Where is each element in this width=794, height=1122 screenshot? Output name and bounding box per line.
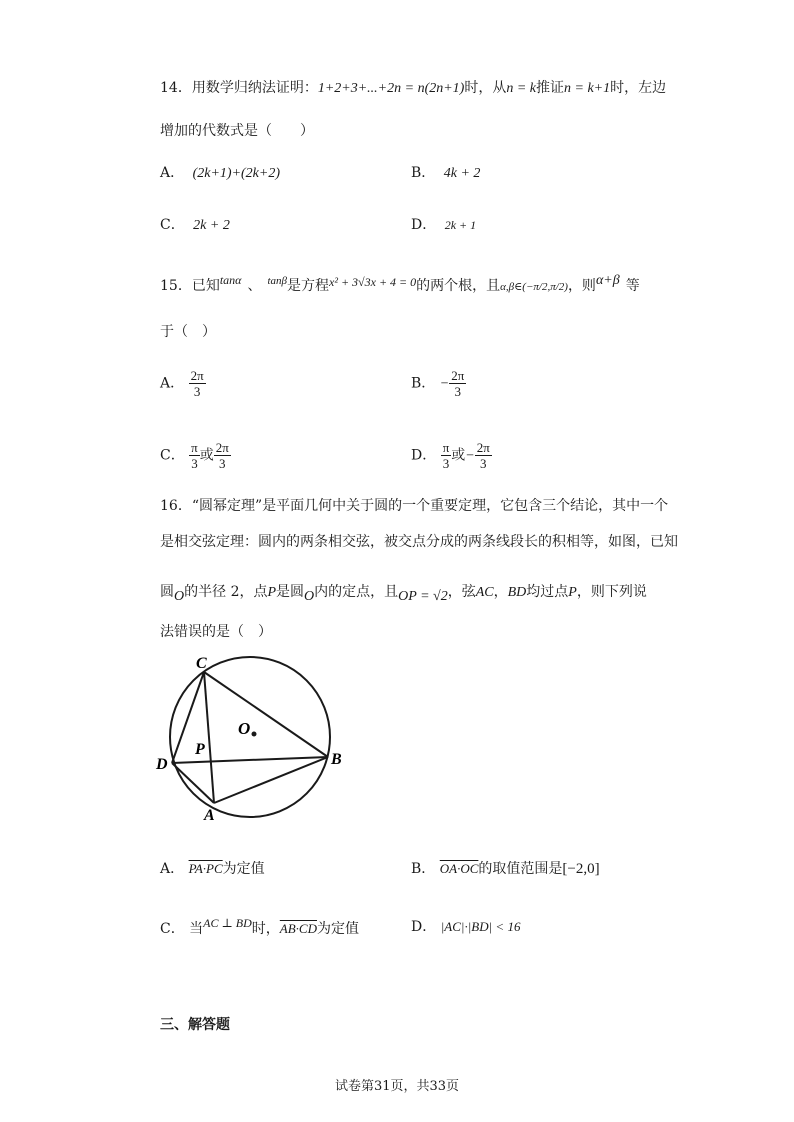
or-text: 或 xyxy=(451,447,466,464)
q15-option-a[interactable] xyxy=(160,368,206,399)
option-text: 为定值 xyxy=(317,921,359,937)
center-dot xyxy=(252,732,257,737)
q16-line2: 是相交弦定理：圆内的两条相交弦，被交点分成的两条线段长的积相等，如图，已知 xyxy=(160,534,678,550)
page-footer: 试卷第31页，共33页 xyxy=(334,1079,460,1094)
q15-equation: x² + 3√3x + 4 = 0 xyxy=(329,275,417,289)
option-label: C． xyxy=(160,447,185,464)
option-expr: |AC|·|BD| < 16 xyxy=(440,919,521,934)
q14-line1 xyxy=(160,78,666,99)
q14-mid2: 推证 xyxy=(536,80,565,96)
q15-line2: 于（ ） xyxy=(160,324,216,340)
option-text: 的取值范围是 xyxy=(478,861,563,877)
q16-line1: 16．“圆幂定理”是平面几何中关于圆的一个重要定理，它包含三个结论，其中一个 xyxy=(160,498,669,514)
fraction: $\frac{2\pi}{3}$ xyxy=(451,368,465,399)
option-expr: AB·CD xyxy=(279,921,317,936)
option-label: B． xyxy=(411,375,436,392)
fraction: $\frac{2\pi}{3}$ xyxy=(476,440,490,471)
q15-tan-alpha: tanα xyxy=(219,273,242,287)
option-label: D． xyxy=(411,919,437,935)
option-value: 4k + 2 xyxy=(443,166,481,181)
chord-ac xyxy=(204,672,214,803)
q14-option-d[interactable] xyxy=(411,214,476,234)
label-d: D xyxy=(156,756,168,773)
or-text: 或 xyxy=(199,447,214,464)
fraction: $\frac{2\pi}{3}$ xyxy=(215,440,229,471)
option-label: A． xyxy=(160,375,185,392)
q14-formula: 1+2+3+...+2n = n(2n+1) xyxy=(317,81,465,96)
option-mid: 时， xyxy=(251,921,280,937)
option-text: 为定值 xyxy=(222,861,265,877)
label-a: A xyxy=(204,807,215,824)
option-label: B． xyxy=(411,165,436,181)
q15-prefix: 15．已知 xyxy=(160,278,220,294)
option-label: A． xyxy=(160,861,185,877)
option-expr: PA·PC xyxy=(188,861,223,876)
option-range: [−2,0] xyxy=(562,861,600,877)
option-label: D． xyxy=(411,217,437,233)
label-p: P xyxy=(195,741,205,758)
circle-figure xyxy=(150,650,350,830)
q15-range: α,β∈(−π/2,π/2) xyxy=(500,281,568,293)
q16-line3: 圆O的半径 2，点P是圆O内的定点，且OP = √2，弦AC，BD均过点P，则下列说 xyxy=(160,584,647,604)
q15-option-c[interactable] xyxy=(160,440,231,471)
q15-tan-beta: tanβ xyxy=(267,275,288,287)
q14-n-eq-k1: n = k+1 xyxy=(564,81,611,96)
neg-sign: − xyxy=(465,448,475,464)
q14-prefix: 14．用数学归纳法证明： xyxy=(160,80,318,96)
segment-da xyxy=(172,763,214,803)
option-value: (2k+1)+(2k+2) xyxy=(192,166,280,181)
q16-option-b[interactable] xyxy=(411,858,600,878)
q15-mid3: ，则 xyxy=(567,278,596,294)
label-b: B xyxy=(331,751,342,768)
q15-mid2: 的两个根，且 xyxy=(416,278,501,294)
q15-suffix: 等 xyxy=(625,278,640,294)
section-title: 三、解答题 xyxy=(160,1017,230,1033)
option-label: A． xyxy=(160,165,185,181)
fraction: $\frac{\pi}{3}$ xyxy=(191,440,198,471)
option-pre: 当 xyxy=(189,921,204,937)
q16-option-a[interactable] xyxy=(160,858,265,878)
q14-option-a[interactable] xyxy=(160,162,280,182)
option-label: B． xyxy=(411,861,436,877)
q14-mid: 时，从 xyxy=(464,80,507,96)
option-label: C． xyxy=(160,217,185,233)
segment-ab xyxy=(214,757,328,803)
fraction: $\frac{2\pi}{3}$ xyxy=(190,368,204,399)
fraction: $\frac{\pi}{3}$ xyxy=(442,440,450,471)
q16-option-c[interactable] xyxy=(160,916,359,938)
q15-line1 xyxy=(160,270,640,297)
option-value: 2k + 2 xyxy=(193,218,230,233)
q15-option-d[interactable] xyxy=(411,440,492,471)
q15-sum: α+β xyxy=(595,273,620,288)
label-c: C xyxy=(196,655,207,672)
neg-sign: − xyxy=(439,376,450,392)
q15-option-b[interactable] xyxy=(411,368,466,399)
q15-mid: 是方程 xyxy=(287,278,330,294)
option-label: D． xyxy=(411,447,437,464)
option-label: C． xyxy=(160,921,185,937)
label-o: O xyxy=(238,719,251,738)
q14-option-b[interactable] xyxy=(411,162,480,182)
q16-line4: 法错误的是（ ） xyxy=(160,624,272,640)
q14-n-eq-k: n = k xyxy=(506,81,537,96)
q16-option-d[interactable] xyxy=(411,916,520,936)
q14-line2: 增加的代数式是（ ） xyxy=(160,123,314,139)
q14-suffix: 时，左边 xyxy=(610,80,667,96)
q15-sep: 、 xyxy=(247,278,262,294)
q14-option-c[interactable] xyxy=(160,214,230,234)
option-cond: AC ⊥ BD xyxy=(203,916,252,930)
option-value: 2k + 1 xyxy=(444,218,477,232)
option-expr: OA·OC xyxy=(439,861,479,876)
